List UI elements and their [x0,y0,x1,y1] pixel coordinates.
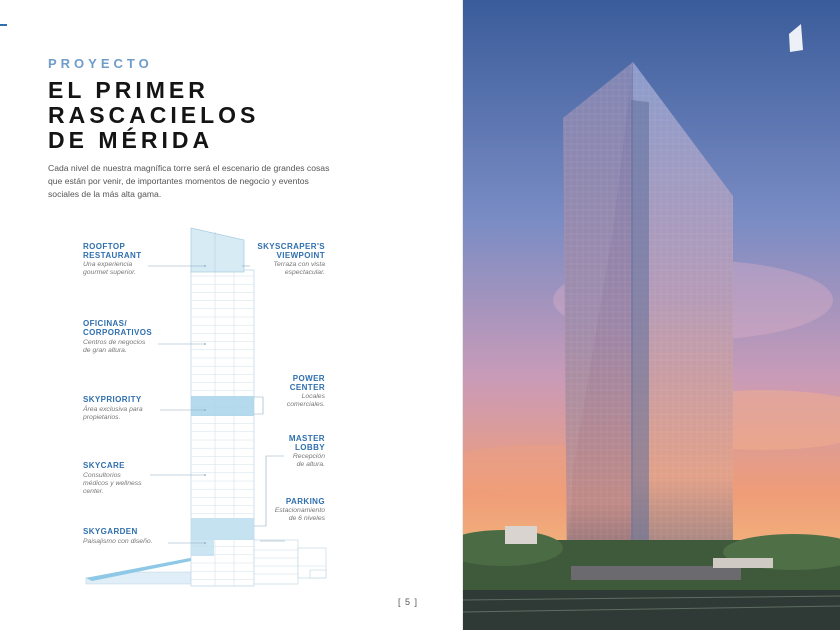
label-skycare-title: SKYCARE [83,461,125,470]
section-eyebrow: PROYECTO [48,56,153,71]
intro-line: sociales de la más alta gama. [48,189,162,199]
label-skypriority-desc: Área exclusiva para propietarios. [83,406,143,421]
skygarden-floors [191,518,254,540]
skypriority-floors [191,396,254,416]
label-parking-desc: Estacionamiento de 6 niveles [274,507,325,522]
tower-render [463,0,840,630]
headline-line: RASCACIELOS [48,102,260,128]
label-skygarden-desc: Paisajismo con diseño. [83,538,153,545]
intro-line: que están por venir, de importantes momentos de negocio y eventos [48,176,309,186]
label-rooftop-desc: Una experiencia gourmet superior. [83,261,137,276]
intro-line: Cada nivel de nuestra magnífica torre será el escenario de grandes cosas [48,163,330,173]
headline-line: DE MÉRIDA [48,127,214,153]
label-oficinas-desc: Centros de negocios de gran altura. [83,339,146,354]
label-rooftop-title: ROOFTOP RESTAURANT [83,242,142,260]
label-viewpoint-title: SKYSCRAPER'S VIEWPOINT [257,242,325,260]
label-master-desc: Recepción de altura. [292,453,325,468]
label-skypriority-title: SKYPRIORITY [83,395,142,404]
label-parking-title: PARKING [285,497,325,506]
label-power-desc: Locales comerciales. [286,393,325,408]
lobby-floors [191,540,214,556]
headline-line: EL PRIMER [48,77,209,103]
label-skycare-desc: Consultorios médicos y wellness center. [83,472,142,495]
label-skygarden-title: SKYGARDEN [83,527,138,536]
label-master-title: MASTER LOBBY [288,434,325,452]
label-oficinas-title: OFICINAS/ CORPORATIVOS [83,319,153,337]
tower-render-image [463,0,840,630]
tower-fin [631,100,649,582]
label-power-title: POWER CENTER [289,374,325,392]
distant-building [505,526,537,544]
podium-block-3 [310,570,326,578]
page-number: [ 5 ] [398,597,419,607]
label-viewpoint-desc: Terraza con vista espectacular. [273,261,325,276]
podium [571,566,741,580]
